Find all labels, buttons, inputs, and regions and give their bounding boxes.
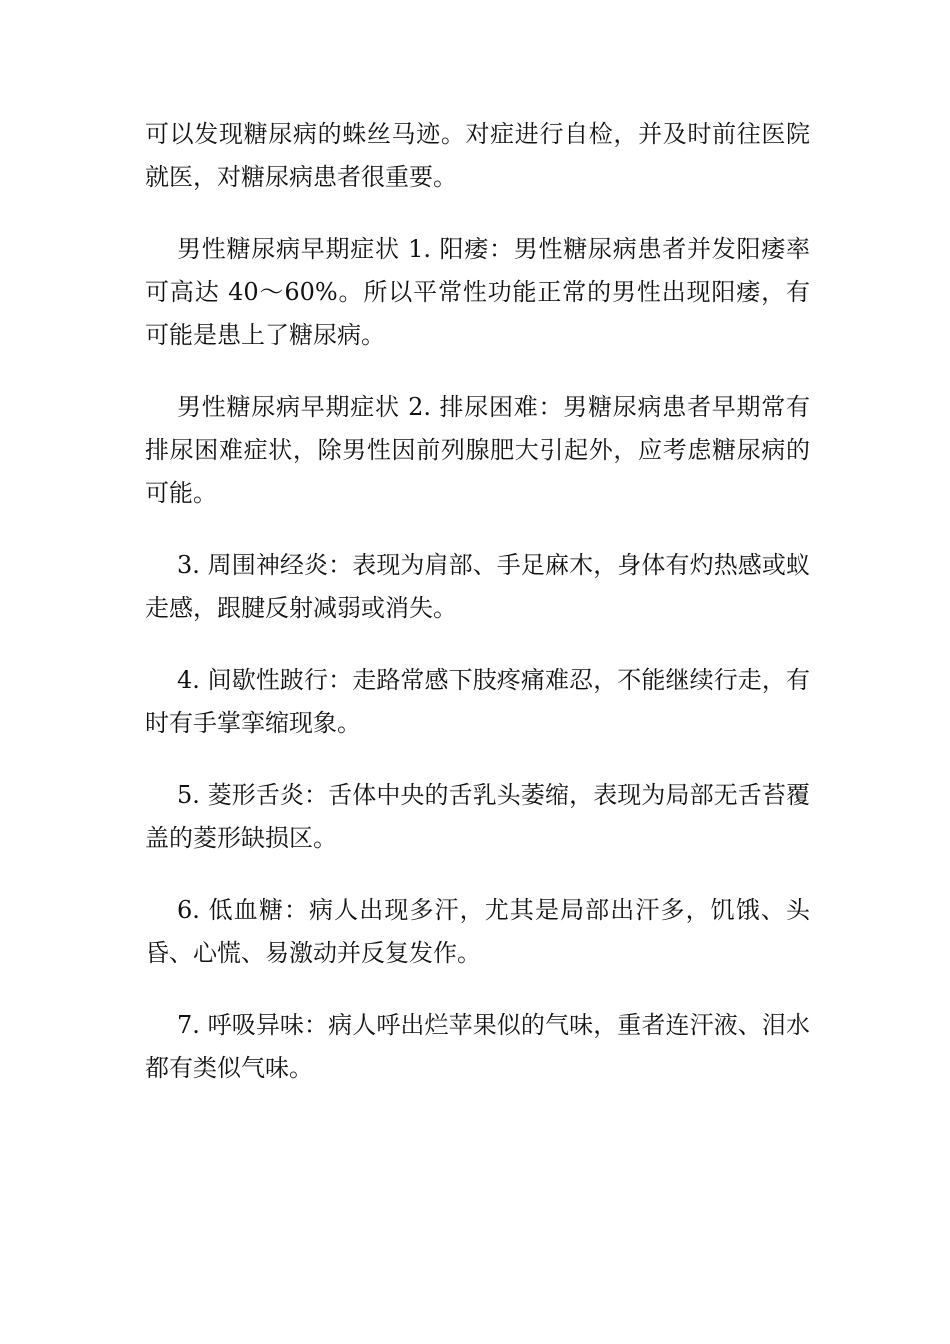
paragraph-symptom-2-urination: 男性糖尿病早期症状 2. 排尿困难：男糖尿病患者早期常有排尿困难症状，除男性因前列腺肥大引起外，应考虑糖尿病的可能。 xyxy=(145,393,810,507)
paragraph-symptom-4-claudication: 4. 间歇性跛行：走路常感下肢疼痛难忍，不能继续行走，有时有手掌挛缩现象。 xyxy=(145,666,810,737)
paragraph-symptom-7-breath-odor: 7. 呼吸异味：病人呼出烂苹果似的气味，重者连汗液、泪水都有类似气味。 xyxy=(145,1011,810,1082)
paragraph-symptom-1-impotence: 男性糖尿病早期症状 1. 阳痿：男性糖尿病患者并发阳痿率可高达 40～60%。所以平常性功能正常的男性出现阳痿，有可能是患上了糖尿病。 xyxy=(145,235,810,349)
document-body xyxy=(145,113,810,1119)
paragraph-symptom-6-hypoglycemia: 6. 低血糖：病人出现多汗，尤其是局部出汗多，饥饿、头昏、心慌、易激动并反复发作。 xyxy=(145,896,810,967)
paragraph-intro-continuation: 可以发现糖尿病的蛛丝马迹。对症进行自检，并及时前往医院就医，对糖尿病患者很重要。 xyxy=(145,120,810,191)
paragraph-symptom-5-glossitis: 5. 菱形舌炎：舌体中央的舌乳头萎缩，表现为局部无舌苔覆盖的菱形缺损区。 xyxy=(145,781,810,852)
paragraph-symptom-3-neuritis: 3. 周围神经炎：表现为肩部、手足麻木，身体有灼热感或蚁走感，跟腱反射减弱或消失。 xyxy=(145,551,810,622)
